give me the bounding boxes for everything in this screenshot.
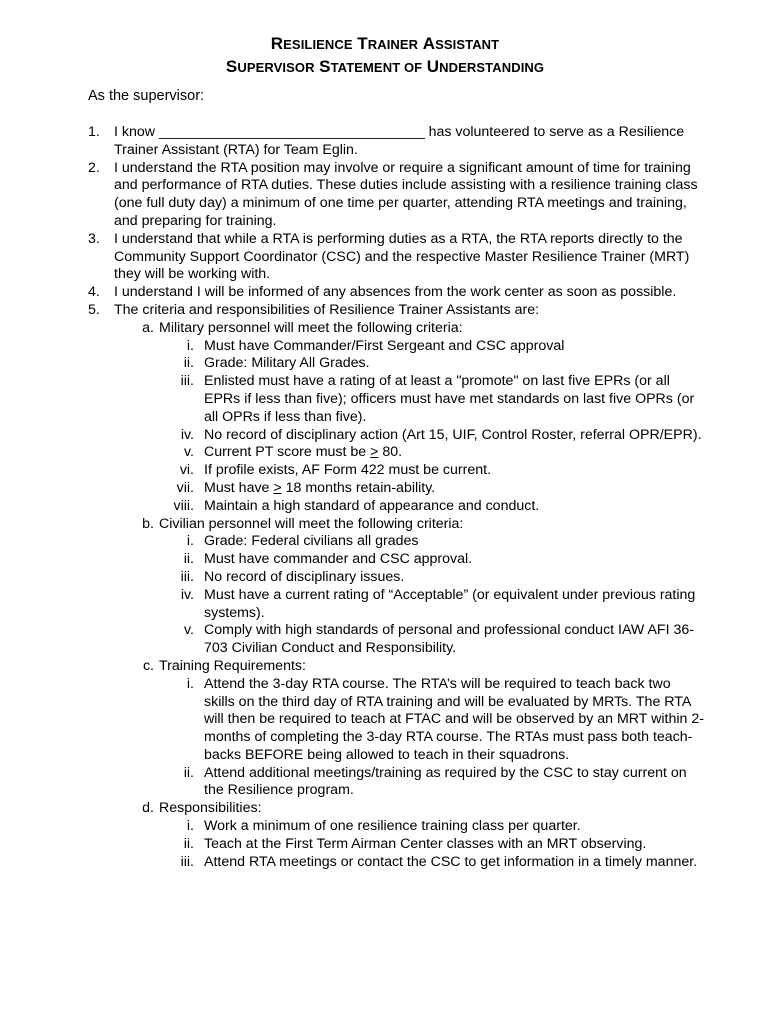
criteria-text: No record of disciplinary action (Art 15, UIF, Control Roster, referral OPR/EPR). [204,426,702,443]
item-text-pre: I know [114,124,159,140]
responsibility-text: Attend RTA meetings or contact the CSC to get information in a timely manner. [204,853,698,870]
criteria-text: Enlisted must have a rating of at least a "promote" on last five EPRs (or all EPRs if less than five); officers must have met standards on last five OPRs (or all OPRs if less than five). [204,373,695,425]
criteria-text: Must have a current rating of “Acceptable” (or equivalent under previous rating systems). [204,586,696,621]
roman-numeral: i. [186,818,194,835]
responsibility-text: Teach at the First Term Airman Center classes with an MRT observing. [204,835,647,852]
criteria-item [0,338,704,356]
criteria-item [0,427,704,445]
gte-symbol: > [370,444,379,461]
criteria-text-pre: Must have [204,479,274,496]
item-text: I understand I will be informed of any absences from the work center as soon as possible. [114,284,677,301]
item-text-post: has volunteered to serve as a Resilience Trainer Assistant (RTA) for Team Eglin. [114,124,685,158]
item-text: I understand that while a RTA is performing duties as a RTA, the RTA reports directly to the Community Support Coordinator (CSC) and the respective Master Resilience Trainer (MRT) they will be working with. [114,230,690,283]
roman-numeral: i. [186,337,194,354]
item-number: 5. [88,301,100,318]
section-letter: b. [142,515,154,532]
item-number: 2. [88,159,100,176]
criteria-item [0,622,704,658]
criteria-text: Must have Commander/First Sergeant and CSC approval [204,337,565,354]
section-letter: c. [142,657,154,674]
requirement-text: Attend additional meetings/training as required by the CSC to stay current on the Resilience program. [204,764,687,799]
statement-item [0,160,714,231]
requirement-text: Attend the 3-day RTA course. The RTA’s will be required to teach back two skills on the third day of RTA training and will be evaluated by MRTs. The RTA will then be required to teach at FTAC and will be observed by an MRT within 2-months of completing the 3-day RTA course. The RTAs must pass both teach-backs BEFORE being allowed to teach in their squadrons. [204,675,704,763]
roman-numeral: v. [184,444,194,461]
roman-numeral: viii. [173,497,194,514]
name-blank-field[interactable]: ___________________________________ [158,124,425,140]
training-requirements-section [0,658,719,676]
gte-symbol: > [273,479,282,496]
criteria-item [0,587,704,623]
criteria-section-military [0,320,719,338]
criteria-text-post: 18 months retain-ability. [281,479,436,496]
criteria-section-civilian [0,516,719,534]
responsibilities-section [0,800,719,818]
criteria-text: No record of disciplinary issues. [204,568,405,585]
section-heading: Civilian personnel will meet the following criteria: [159,515,464,532]
item-number: 4. [88,284,100,301]
roman-numeral: ii. [183,764,194,781]
criteria-item [0,551,704,569]
section-heading: Training Requirements: [159,657,306,674]
responsibility-item [0,836,704,854]
statement-item [0,124,714,160]
statement-item [0,231,714,284]
criteria-text: If profile exists, AF Form 422 must be current. [204,462,492,479]
criteria-text: Grade: Military All Grades. [204,355,370,372]
section-heading: Military personnel will meet the following criteria: [159,319,463,336]
roman-numeral: iv. [180,586,194,603]
statement-list [0,124,770,871]
criteria-text-pre: Current PT score must be [204,444,371,461]
criteria-item [0,355,704,373]
item-number: 1. [88,124,100,140]
criteria-item [0,444,704,462]
criteria-item [0,462,704,480]
roman-numeral: iv. [180,426,194,443]
section-letter: d. [142,800,154,817]
roman-numeral: ii. [183,835,194,852]
statement-item [0,302,714,320]
roman-numeral: v. [184,622,194,639]
roman-numeral: vi. [179,462,194,479]
criteria-text: Comply with high standards of personal and professional conduct IAW AFI 36-703 Civilian Conduct and Responsibility. [204,622,694,657]
section-heading: Responsibilities: [159,800,262,817]
document-subtitle: SUPERVISOR STATEMENT OF UNDERSTANDING [225,57,545,76]
criteria-text: Grade: Federal civilians all grades [204,533,419,550]
roman-numeral: iii. [180,568,194,585]
responsibility-item [0,854,704,872]
criteria-text: Maintain a high standard of appearance and conduct. [204,497,540,514]
roman-numeral: vii. [176,479,194,496]
criteria-item [0,498,704,516]
item-text: I understand the RTA position may involve or require a significant amount of time for training and performance of RTA duties. These duties include assisting with a resilience training class (one full duty day) a minimum of one time per quarter, attending RTA meetings and training, and preparing for training. [114,159,698,229]
criteria-text: Must have commander and CSC approval. [204,551,473,568]
roman-numeral: i. [186,533,194,550]
requirement-item [0,676,704,765]
criteria-text-post: 80. [378,444,403,461]
criteria-item [0,480,704,498]
item-text: The criteria and responsibilities of Resilience Trainer Assistants are: [114,301,540,318]
item-number: 3. [88,230,100,247]
roman-numeral: ii. [183,355,194,372]
intro-text: As the supervisor: [88,88,205,104]
roman-numeral: iii. [180,853,194,870]
roman-numeral: ii. [183,551,194,568]
requirement-item [0,765,704,801]
document-title: RESILIENCE TRAINER ASSISTANT [270,34,500,53]
roman-numeral: iii. [180,373,194,390]
criteria-item [0,373,704,426]
responsibility-text: Work a minimum of one resilience training class per quarter. [204,818,581,835]
statement-item [0,284,714,302]
criteria-item [0,569,704,587]
roman-numeral: i. [186,675,194,692]
criteria-item [0,533,704,551]
responsibility-item [0,818,704,836]
section-letter: a. [142,319,154,336]
